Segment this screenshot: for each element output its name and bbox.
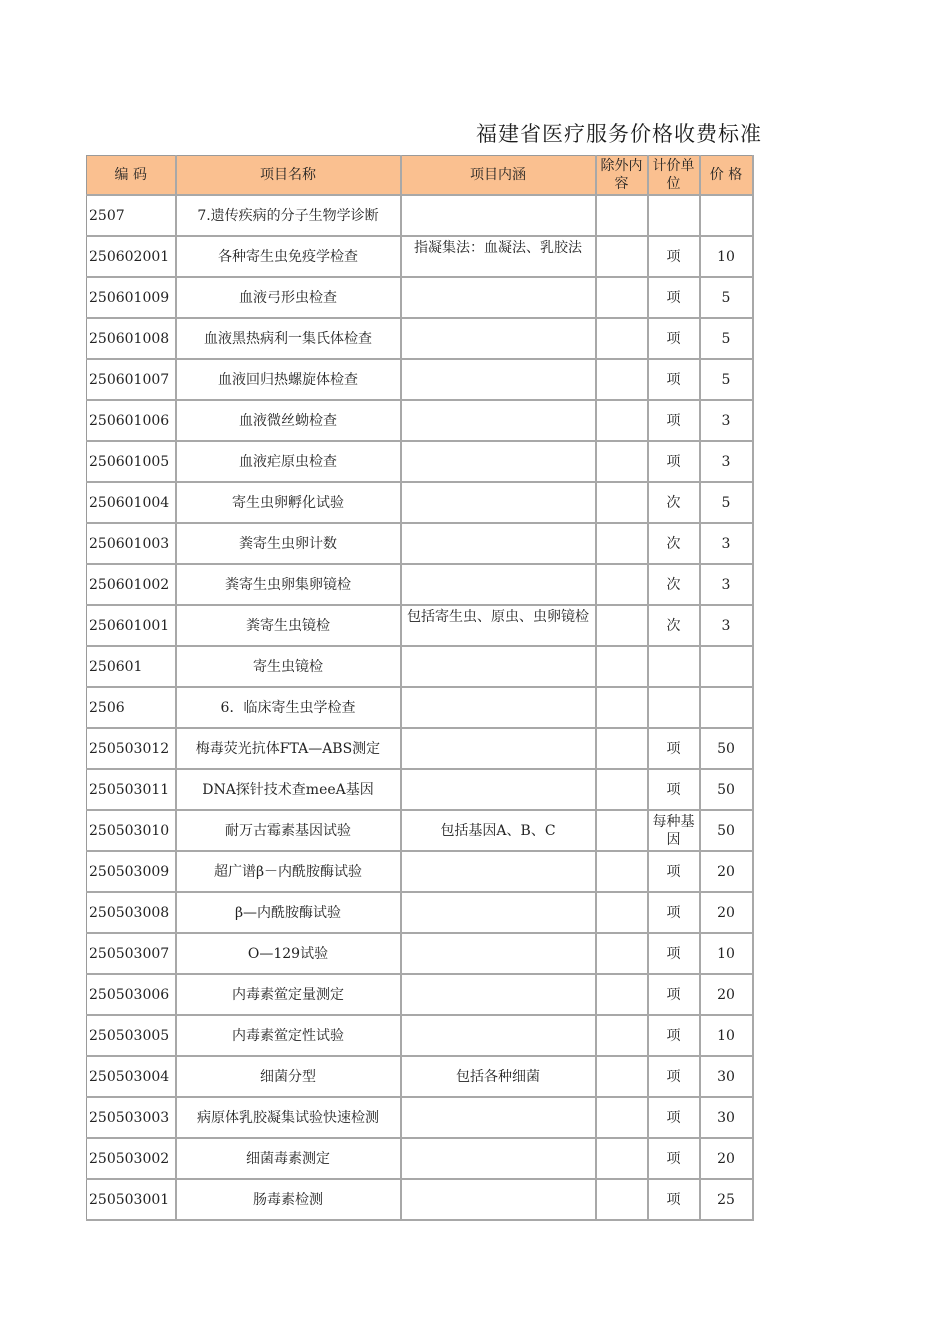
cell-code: 250601007 [87, 359, 176, 400]
cell-price: 5 [700, 277, 753, 318]
cell-content [401, 687, 596, 728]
cell-name: 7.遗传疾病的分子生物学诊断 [176, 195, 401, 236]
cell-exclusions [596, 687, 648, 728]
cell-exclusions [596, 400, 648, 441]
cell-code: 250503009 [87, 851, 176, 892]
cell-price [700, 687, 753, 728]
cell-code: 250601003 [87, 523, 176, 564]
cell-name: 6．临床寄生虫学检查 [176, 687, 401, 728]
cell-name: 内毒素鲎定性试验 [176, 1015, 401, 1056]
cell-exclusions [596, 892, 648, 933]
cell-unit [648, 687, 700, 728]
cell-exclusions [596, 318, 648, 359]
cell-code: 2507 [87, 195, 176, 236]
cell-name: 血液黑热病利一集氏体检查 [176, 318, 401, 359]
cell-exclusions [596, 933, 648, 974]
header-content: 项目内涵 [401, 156, 596, 196]
cell-unit: 项 [648, 318, 700, 359]
cell-unit: 次 [648, 564, 700, 605]
cell-content [401, 974, 596, 1015]
cell-content [401, 1138, 596, 1179]
cell-unit: 次 [648, 605, 700, 646]
cell-name: DNA探针技术查meeA基因 [176, 769, 401, 810]
cell-price: 5 [700, 359, 753, 400]
cell-code: 250601 [87, 646, 176, 687]
cell-unit [648, 646, 700, 687]
cell-code: 250601002 [87, 564, 176, 605]
cell-price: 30 [700, 1097, 753, 1138]
cell-code: 250503010 [87, 810, 176, 851]
cell-price: 10 [700, 1015, 753, 1056]
cell-exclusions [596, 236, 648, 277]
table-row [87, 851, 753, 892]
cell-name: 血液微丝蚴检查 [176, 400, 401, 441]
cell-content: 包括各种细菌 [401, 1056, 596, 1097]
cell-code: 250503011 [87, 769, 176, 810]
cell-content [401, 851, 596, 892]
cell-exclusions [596, 359, 648, 400]
table-row [87, 769, 753, 810]
cell-price: 3 [700, 564, 753, 605]
table-row [87, 195, 753, 236]
cell-name: 细菌分型 [176, 1056, 401, 1097]
cell-code: 250601001 [87, 605, 176, 646]
cell-unit: 项 [648, 277, 700, 318]
table-row [87, 687, 753, 728]
cell-unit: 项 [648, 1097, 700, 1138]
cell-exclusions [596, 195, 648, 236]
cell-name: 细菌毒素测定 [176, 1138, 401, 1179]
cell-content: 包括基因A、B、C [401, 810, 596, 851]
cell-exclusions [596, 646, 648, 687]
cell-unit: 次 [648, 523, 700, 564]
cell-unit: 每种基因 [648, 810, 700, 851]
cell-exclusions [596, 482, 648, 523]
cell-code: 250503001 [87, 1179, 176, 1220]
cell-code: 250503002 [87, 1138, 176, 1179]
cell-content [401, 523, 596, 564]
cell-name: 病原体乳胶凝集试验快速检测 [176, 1097, 401, 1138]
cell-content [401, 892, 596, 933]
table-row [87, 605, 753, 646]
cell-code: 250601006 [87, 400, 176, 441]
cell-unit: 项 [648, 1138, 700, 1179]
cell-exclusions [596, 564, 648, 605]
cell-exclusions [596, 1179, 648, 1220]
cell-exclusions [596, 728, 648, 769]
table-body [87, 195, 753, 1220]
cell-unit: 项 [648, 1179, 700, 1220]
cell-code: 250503008 [87, 892, 176, 933]
cell-exclusions [596, 974, 648, 1015]
table-row [87, 236, 753, 277]
cell-content [401, 769, 596, 810]
cell-code: 250503003 [87, 1097, 176, 1138]
table-row [87, 482, 753, 523]
cell-content [401, 195, 596, 236]
cell-price [700, 195, 753, 236]
cell-name: 超广谱β－内酰胺酶试验 [176, 851, 401, 892]
cell-name: 血液回归热螺旋体检查 [176, 359, 401, 400]
cell-price: 3 [700, 605, 753, 646]
cell-unit: 项 [648, 892, 700, 933]
cell-unit: 项 [648, 728, 700, 769]
table-row [87, 523, 753, 564]
document-title: 福建省医疗服务价格收费标准 [476, 122, 762, 146]
cell-exclusions [596, 851, 648, 892]
table-row [87, 318, 753, 359]
cell-unit: 项 [648, 769, 700, 810]
cell-name: 粪寄生虫卵集卵镜检 [176, 564, 401, 605]
table-row [87, 400, 753, 441]
fee-table [86, 155, 754, 1221]
cell-code: 2506 [87, 687, 176, 728]
cell-exclusions [596, 1138, 648, 1179]
cell-price: 50 [700, 728, 753, 769]
cell-code: 250601005 [87, 441, 176, 482]
table-row [87, 810, 753, 851]
cell-exclusions [596, 277, 648, 318]
cell-content [401, 441, 596, 482]
cell-unit: 项 [648, 359, 700, 400]
table-row [87, 359, 753, 400]
cell-exclusions [596, 810, 648, 851]
cell-content: 包括寄生虫、原虫、虫卵镜检 [401, 605, 596, 646]
table-row [87, 933, 753, 974]
header-unit: 计价单位 [648, 156, 700, 196]
cell-content [401, 564, 596, 605]
table-header-row [87, 156, 753, 196]
cell-name: 血液弓形虫检查 [176, 277, 401, 318]
header-name: 项目名称 [176, 156, 401, 196]
cell-content [401, 318, 596, 359]
cell-content [401, 728, 596, 769]
cell-price: 30 [700, 1056, 753, 1097]
cell-code: 250601008 [87, 318, 176, 359]
cell-code: 250503006 [87, 974, 176, 1015]
cell-exclusions [596, 523, 648, 564]
cell-code: 250503005 [87, 1015, 176, 1056]
cell-price: 5 [700, 482, 753, 523]
cell-price: 10 [700, 933, 753, 974]
cell-content [401, 482, 596, 523]
table-row [87, 892, 753, 933]
cell-name: 粪寄生虫镜检 [176, 605, 401, 646]
cell-price: 20 [700, 892, 753, 933]
header-exclusions: 除外内容 [596, 156, 648, 196]
table-row [87, 728, 753, 769]
table-row [87, 1097, 753, 1138]
cell-name: 梅毒荧光抗体FTA—ABS测定 [176, 728, 401, 769]
cell-price: 3 [700, 400, 753, 441]
table-row [87, 441, 753, 482]
header-code: 编 码 [87, 156, 176, 196]
cell-content [401, 1097, 596, 1138]
cell-code: 250503007 [87, 933, 176, 974]
cell-unit: 项 [648, 1056, 700, 1097]
cell-unit: 项 [648, 974, 700, 1015]
cell-exclusions [596, 769, 648, 810]
cell-unit: 项 [648, 851, 700, 892]
cell-exclusions [596, 605, 648, 646]
cell-exclusions [596, 1056, 648, 1097]
cell-unit: 项 [648, 441, 700, 482]
cell-content [401, 277, 596, 318]
table-row [87, 1015, 753, 1056]
cell-unit: 项 [648, 1015, 700, 1056]
table-row [87, 974, 753, 1015]
cell-name: 耐万古霉素基因试验 [176, 810, 401, 851]
cell-content [401, 646, 596, 687]
table-row [87, 1138, 753, 1179]
cell-unit: 项 [648, 236, 700, 277]
cell-code: 250601004 [87, 482, 176, 523]
cell-price: 3 [700, 441, 753, 482]
cell-code: 250601009 [87, 277, 176, 318]
cell-code: 250503004 [87, 1056, 176, 1097]
cell-content [401, 933, 596, 974]
cell-code: 250602001 [87, 236, 176, 277]
cell-content [401, 1179, 596, 1220]
header-price: 价 格 [700, 156, 753, 196]
cell-price: 20 [700, 974, 753, 1015]
table-row [87, 646, 753, 687]
cell-code: 250503012 [87, 728, 176, 769]
cell-name: β—内酰胺酶试验 [176, 892, 401, 933]
cell-price: 5 [700, 318, 753, 359]
cell-name: O—129试验 [176, 933, 401, 974]
cell-content [401, 359, 596, 400]
table-row [87, 277, 753, 318]
cell-unit [648, 195, 700, 236]
cell-price: 20 [700, 1138, 753, 1179]
cell-price: 3 [700, 523, 753, 564]
cell-name: 肠毒素检测 [176, 1179, 401, 1220]
cell-name: 各种寄生虫免疫学检查 [176, 236, 401, 277]
cell-unit: 次 [648, 482, 700, 523]
cell-unit: 项 [648, 933, 700, 974]
cell-name: 寄生虫镜检 [176, 646, 401, 687]
cell-exclusions [596, 1015, 648, 1056]
table-row [87, 1056, 753, 1097]
cell-content [401, 400, 596, 441]
cell-exclusions [596, 441, 648, 482]
cell-unit: 项 [648, 400, 700, 441]
cell-content [401, 1015, 596, 1056]
table-row [87, 564, 753, 605]
cell-exclusions [596, 1097, 648, 1138]
cell-price: 50 [700, 810, 753, 851]
cell-name: 粪寄生虫卵计数 [176, 523, 401, 564]
cell-name: 寄生虫卵孵化试验 [176, 482, 401, 523]
cell-price: 20 [700, 851, 753, 892]
cell-price: 50 [700, 769, 753, 810]
cell-price: 10 [700, 236, 753, 277]
cell-name: 内毒素鲎定量测定 [176, 974, 401, 1015]
cell-price: 25 [700, 1179, 753, 1220]
cell-content: 指凝集法：血凝法、乳胶法 [401, 236, 596, 277]
cell-name: 血液疟原虫检查 [176, 441, 401, 482]
cell-price [700, 646, 753, 687]
table-row [87, 1179, 753, 1220]
